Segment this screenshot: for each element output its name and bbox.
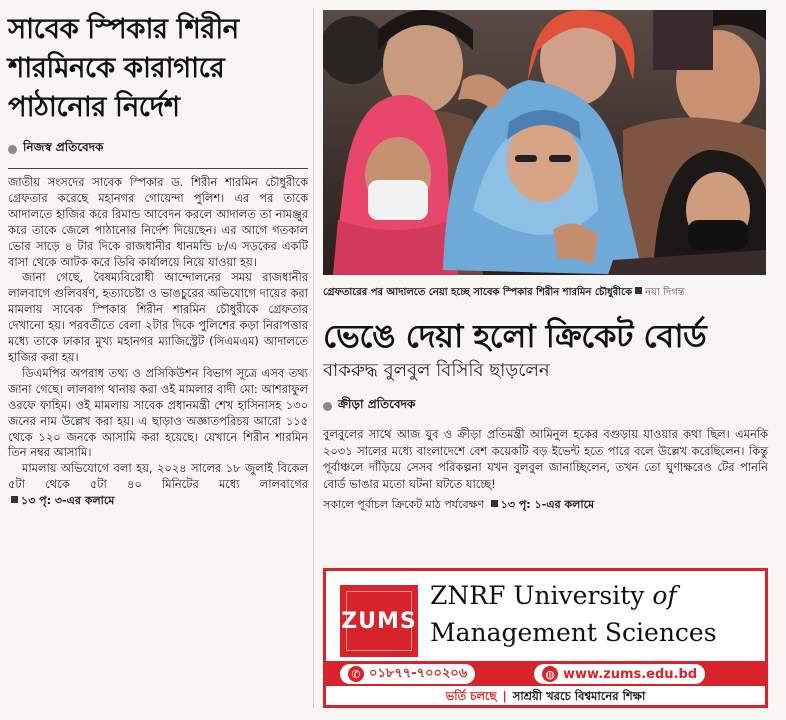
bullet-icon — [8, 145, 17, 154]
column-divider — [313, 8, 314, 708]
phone-icon: ✆ — [348, 666, 364, 682]
ad-name-text: ZNRF University — [430, 581, 645, 610]
square-bullet-icon — [491, 500, 498, 507]
left-article-headline: সাবেক স্পিকার শিরীন শারমিনকে কারাগারে পাঠানোর নির্দেশ — [8, 13, 239, 123]
left-article — [8, 10, 308, 509]
right-article-footer — [323, 496, 768, 515]
ad-admission: ভর্তি চলছে — [445, 689, 497, 703]
left-article-paragraph-4-text: মামলায় অভিযোগে বলা হয়, ২০২৪ সালের ১৮ জুলাই বিকেল ৫টা থেকে ৫টা ৪০ মিনিটের মধ্যে লালবাগের — [8, 461, 308, 492]
right-article-byline — [323, 396, 768, 416]
ad-university-name-line1 — [430, 579, 677, 613]
ad-phone[interactable] — [340, 664, 475, 684]
ad-tagline: সাশ্রয়ী খরচে বিশ্বমানের শিক্ষা — [512, 689, 646, 703]
right-article-jump[interactable] — [488, 498, 594, 511]
byline-text: নিজস্ব প্রতিবেদক — [23, 140, 104, 154]
ad-website[interactable] — [534, 664, 705, 684]
ad-university-name-line2: Management Sciences — [430, 618, 717, 647]
left-article-byline — [8, 139, 308, 159]
left-article-paragraph-3: ডিএমপির অপরাধ তথ্য ও প্রসিকিউশন বিভাগ সূত্রে এসব তথ্য জানা গেছে। লালবাগ থানায় করা ওই মামলার বাদী মো: আশরাফুল ওরফে ফাহিম। ওই মামলায় সাবেক প্রধানমন্ত্রী শেখ হাসিনাসহ ১৩০ জনের নাম উল্লেখ করা হয়। এ ছাড়াও অজ্ঞাতপরিচয় আরো ১১৫ থেকে ১২০ জনকে আসামি করা হয়েছে। যেখানে শিরীন শারমিন তিন নম্বর আসামি। — [8, 365, 308, 460]
zums-logo: ZUMS — [340, 585, 418, 657]
right-article-footer-text: সকালে পূর্বাচল ক্রিকেট মাঠ পর্যবেক্ষণ — [323, 498, 485, 512]
left-article-jump[interactable] — [8, 494, 114, 507]
zums-advertisement[interactable] — [323, 568, 768, 708]
crowd-photo-illustration — [323, 10, 766, 275]
left-article-paragraph-4 — [8, 461, 308, 509]
right-article-jump-text: ১৩ পৃ: ১-এর কলামে — [500, 498, 595, 512]
ad-website-url: www.zums.edu.bd — [563, 666, 698, 682]
ad-separator: | — [502, 689, 507, 703]
right-article-headline: ভেঙে দেয়া হলো ক্রিকেট বোর্ড — [323, 317, 707, 355]
square-bullet-icon — [11, 496, 18, 503]
right-article-subhead: বাকরুদ্ধ বুলবুল বিসিবি ছাড়লেন — [323, 360, 550, 381]
photo-caption-text: গ্রেফতারের পর আদালতে নেয়া হচ্ছে সাবেক স্পিকার শিরীন শারমিন চৌধুরীকে — [323, 287, 633, 298]
ad-name-of: of — [652, 581, 677, 610]
left-article-paragraph-1: জাতীয় সংসদের সাবেক স্পিকার ড. শিরীন শারমিন চৌধুরীকে গ্রেফতার করেছে মহানগর গোয়েন্দা পুলিশ। এর পর তাকে আদালতে হাজির করে রিমান্ড আবেদন করলে আদালত তা নামঞ্জুর করে তাকে জেলে পাঠানোর নির্দেশ দিয়েছেন। এর আগে গতকাল ভোর সাড়ে ৪ টার দিকে রাজধানীর ধানমন্ডি ৮/এ সড়কের একটি বাসা থেকে আটক করে ডিবি কার্যালয়ে নিয়ে যাওয়া হয়। — [8, 175, 308, 269]
byline-divider — [8, 168, 308, 169]
ad-bottom-line — [326, 688, 765, 707]
news-photo[interactable] — [323, 10, 766, 275]
byline-text: ক্রীড়া প্রতিবেদক — [338, 397, 416, 411]
right-article — [323, 316, 768, 515]
square-bullet-icon — [635, 287, 642, 294]
left-article-jump-text: ১৩ পৃ: ৩-এর কলামে — [21, 494, 115, 508]
photo-caption — [323, 285, 768, 302]
photo-credit: নয়া দিগন্ত — [645, 287, 685, 298]
right-article-body: বুলবুলের সাথে আজ যুব ও ক্রীড়া প্রতিমন্ত্রী আমিনুল হকের বগুড়ায় যাওয়ার কথা ছিল। এমনকি ২০৩১ সালের মধ্যে বাংলাদেশে বেশ কয়েকটি বড় ইভেন্ট হতে পারে বলে উল্লেখ করেছিলেন। কিন্তু পূর্বাঞ্চলে দাঁড়িয়ে সেসব পরিকল্পনা যখন বুলবুল জানাচ্ছিলেন, তখন তো ঘুণাক্ষরেও টের পাননি বোর্ড ভাঙার মতো ঘটনা ঘটতে যাচ্ছে! — [323, 427, 768, 491]
globe-icon: ◍ — [542, 666, 558, 682]
ad-phone-number: ০১৮৭৭-৭০০২০৬ — [369, 665, 468, 681]
left-article-paragraph-2: জানা গেছে, বৈষম্যবিরোধী আন্দোলনের সময় রাজধানীর লালবাগে গুলিবর্ষণ, হত্যাচেষ্টা ও ভাঙচুরের অভিযোগে দায়ের করা মামলায় সাবেক স্পিকার শিরীন শারমিন চৌধুরীকে গ্রেফতার দেখানো হয়। পরবর্তীতে বেলা ২টার দিকে পুলিশের কড়া নিরাপত্তার মধ্যে তাকে ঢাকার মুখ্য মহানগর ম্যাজিস্ট্রেট (সিএমএম) আদালতে হাজির করা হয়। — [8, 270, 308, 364]
bullet-icon — [323, 402, 332, 411]
